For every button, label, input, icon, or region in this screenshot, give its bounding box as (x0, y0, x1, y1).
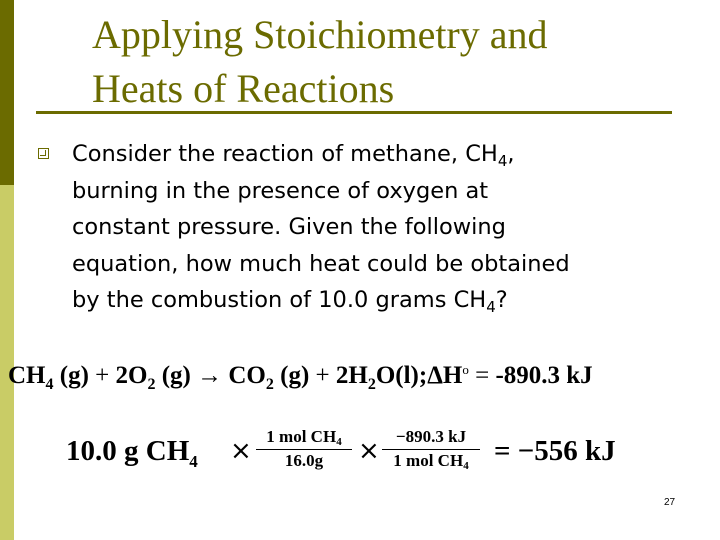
oxygen-formula: 2O (115, 362, 148, 389)
slide-title-line-2: Heats of Reactions (92, 66, 395, 111)
enthalpy-fraction (382, 426, 480, 472)
fraction-numerator (256, 426, 352, 450)
slide-title (92, 8, 692, 116)
bullet-line-5 (72, 282, 712, 319)
molar-mass-fraction (256, 426, 352, 472)
enthalpy-value: -890.3 kJ (495, 362, 593, 389)
state-label: (g) (59, 362, 89, 389)
bullet-line-1-punct: , (507, 141, 515, 167)
water-formula-rest: O(l); (375, 362, 428, 389)
carbon-dioxide-formula: CO (228, 362, 266, 389)
given-mass-text: 10.0 g CH (66, 435, 190, 467)
subscript: 2 (367, 376, 376, 393)
subscript: 4 (486, 298, 496, 316)
superscript: o (462, 362, 469, 377)
subscript: 4 (45, 376, 54, 393)
plus-sign: + (95, 362, 110, 389)
sidebar-accent-dark (0, 0, 14, 185)
subscript: 4 (336, 436, 342, 448)
plus-sign: + (315, 362, 330, 389)
multiply-sign: × (358, 436, 380, 466)
reaction-arrow-icon: → (197, 362, 223, 389)
bullet-line-5-text: by the combustion of 10.0 grams CH (72, 287, 487, 313)
subscript: 4 (497, 152, 508, 170)
bullet-text (72, 136, 712, 319)
bullet-line-1-text: Consider the reaction of methane, CH (72, 141, 498, 167)
enthalpy-symbol: ΔH (427, 362, 463, 389)
slide-title-line-1: Applying Stoichiometry and (92, 12, 548, 57)
reaction-equation (8, 356, 718, 396)
given-mass (66, 434, 198, 471)
equals-sign: = (475, 362, 490, 389)
subscript: 2 (265, 376, 274, 393)
water-formula: 2H (335, 362, 368, 389)
multiply-sign: × (230, 436, 252, 466)
bullet-icon (38, 148, 49, 159)
fraction-numerator: −890.3 kJ (382, 426, 480, 450)
methane-formula: CH (8, 362, 46, 389)
state-label: (g) (280, 362, 310, 389)
bullet-line-2: burning in the presence of oxygen at (72, 177, 489, 204)
subscript: 2 (147, 376, 156, 393)
subscript: 4 (189, 452, 198, 471)
fraction-denominator-text: 1 mol CH (393, 451, 464, 470)
bullet-line-3: constant pressure. Given the following (72, 214, 506, 240)
title-underline (36, 111, 672, 114)
bullet-line-1 (72, 136, 712, 173)
bullet-line-5-punct: ? (495, 287, 508, 313)
fraction-denominator: 16.0g (284, 451, 324, 470)
page-number: 27 (664, 497, 676, 508)
bullet-line-4: equation, how much heat could be obtained (72, 250, 570, 277)
fraction-denominator (382, 450, 480, 472)
state-label: (g) (161, 362, 191, 389)
subscript: 4 (463, 460, 469, 472)
result: = −556 kJ (494, 435, 616, 467)
fraction-numerator-text: 1 mol CH (266, 427, 337, 446)
